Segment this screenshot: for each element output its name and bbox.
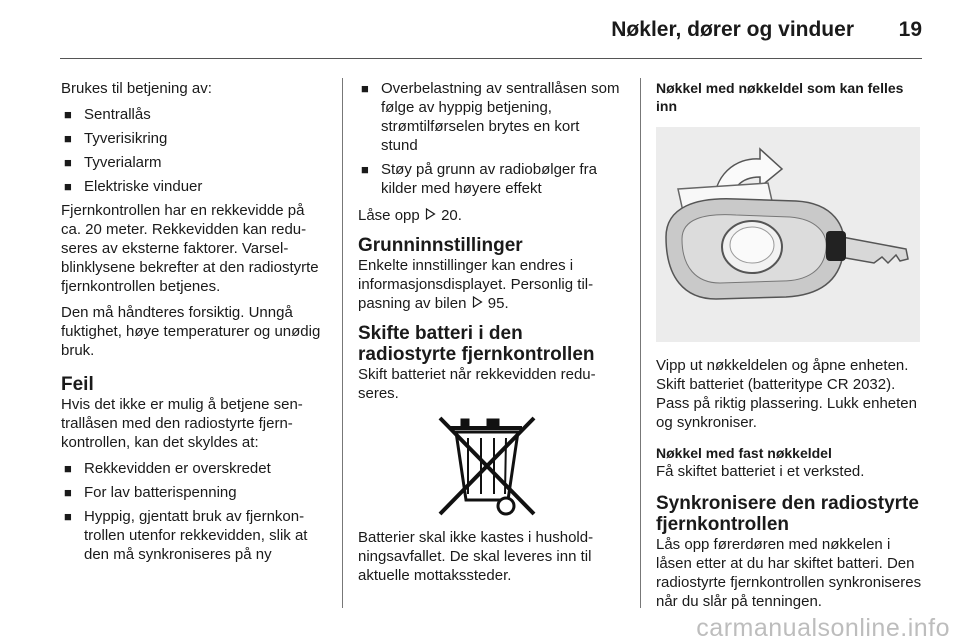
column-1: [61, 79, 326, 569]
fault-heading: Feil: [61, 374, 94, 395]
list-item: ■ Tyverisikring: [61, 129, 326, 148]
list-item: ■ Rekkevidden er overskredet: [61, 459, 326, 478]
care-paragraph: Den må håndteres forsiktig. Unngå fuktighet, høye temperaturer og unødig bruk.: [61, 304, 321, 359]
disposal-paragraph: Batterier skal ikke kastes i husholdningsavfallet. De skal leveres inn til aktuelle mottakssteder.: [358, 529, 594, 584]
list-item: ■ For lav batterispenning: [61, 483, 326, 502]
crossed-out-wheelie-bin-icon: [358, 410, 620, 522]
header-rule: [60, 58, 922, 59]
unlock-reference: Låse opp 20.: [358, 207, 462, 224]
reference-arrow-icon: [471, 296, 484, 308]
key-fob-battery-illustration: [656, 127, 920, 342]
page-header: [0, 0, 960, 60]
watermark: carmanualsonline.info: [696, 614, 950, 642]
column-2: [358, 79, 620, 592]
battery-paragraph: Skift batteriet når rekkevidden reduseres.: [358, 366, 596, 402]
page-number: 19: [898, 18, 922, 41]
list-item: ■ Sentrallås: [61, 105, 326, 124]
list-item: ■ Støy på grunn av radiobølger fra kilder med høyere effekt: [358, 160, 620, 198]
foldable-key-paragraph: Vipp ut nøkkeldelen og åpne enheten. Skift batteriet (batteritype CR 2032). Pass på riktig plassering. Lukk enheten og synkroniser.: [656, 357, 917, 431]
basic-settings-heading: Grunninnstillinger: [358, 235, 523, 256]
sync-heading: Synkronisere den radiostyrte fjernkontrollen: [656, 493, 919, 535]
battery-heading: Skifte batteri i den radiostyrte fjernkontrollen: [358, 323, 595, 365]
list-item: ■ Overbelastning av sentrallåsen som følge av hyppig betjening, strømtilførselen brytes en kort stund: [358, 79, 620, 155]
reference-arrow-icon: [424, 208, 437, 220]
fault-intro: Hvis det ikke er mulig å betjene sentrallåsen med den radiostyrte fjernkontrollen, kan det skyldes at:: [61, 396, 303, 451]
uses-intro: Brukes til betjening av:: [61, 80, 212, 97]
fixed-key-heading: Nøkkel med fast nøkkeldel: [656, 445, 832, 461]
list-item: ■ Tyverialarm: [61, 153, 326, 172]
range-paragraph: Fjernkontrollen har en rekkevidde på ca. 20 meter. Rekkevidden kan reduseres av eksterne faktorer. Varselblinklysene bekrefter at den radiostyrte fjernkontrollen betjenes.: [61, 202, 319, 295]
sync-paragraph: Lås opp førerdøren med nøkkelen i låsen etter at du har skiftet batteri. Den radiostyrte fjernkontrollen synkroniseres når du slår på tenningen.: [656, 536, 922, 610]
basic-settings-paragraph: Enkelte innstillinger kan endres i informasjonsdisplayet. Personlig tilpasning av bilen 95.: [358, 257, 594, 312]
column-3: [656, 79, 922, 618]
foldable-key-heading: Nøkkel med nøkkeldel som kan felles inn: [656, 80, 904, 114]
fixed-key-paragraph: Få skiftet batteriet i et verksted.: [656, 463, 865, 480]
list-item: ■ Hyppig, gjentatt bruk av fjernkontrollen utenfor rekkevidden, slik at den må synkroniseres på ny: [61, 507, 326, 564]
page-title: Nøkler, dører og vinduer: [611, 18, 854, 41]
list-item: ■ Elektriske vinduer: [61, 177, 326, 196]
column-divider-1: [342, 78, 343, 608]
column-divider-2: [640, 78, 641, 608]
